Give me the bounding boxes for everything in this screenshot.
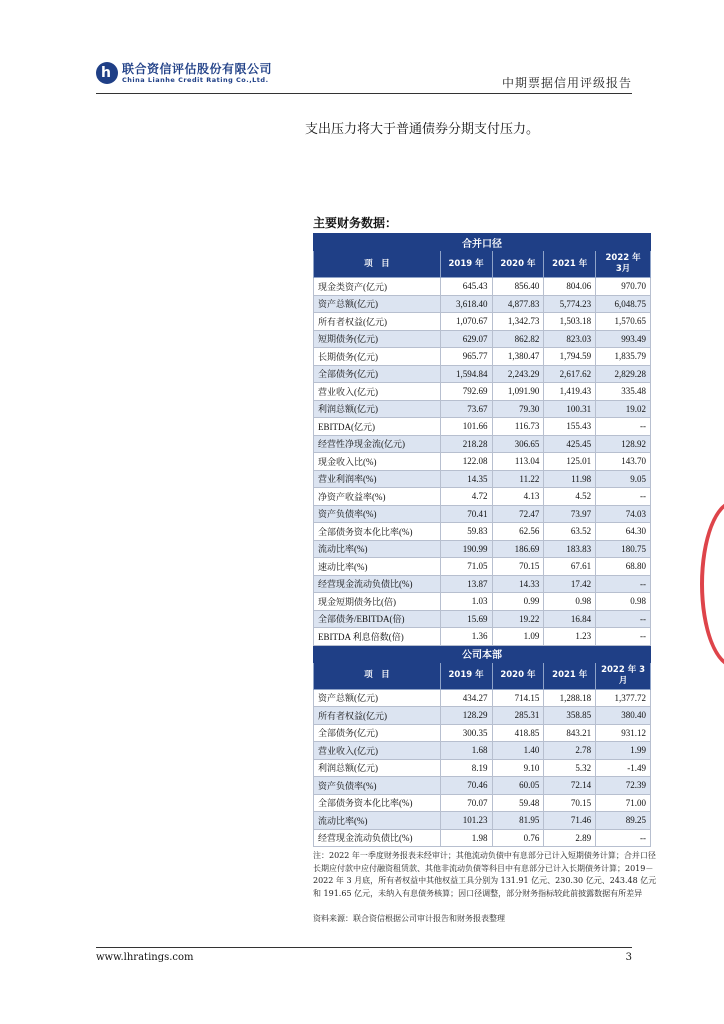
table-row [314,295,651,313]
table-cell: 856.40 [492,278,544,296]
row-label: 速动比率(%) [314,558,441,576]
table-cell: 9.10 [492,759,544,777]
row-label: 现金类资产(亿元) [314,278,441,296]
column-header: 2022 年 3月 [596,251,651,278]
group-title: 公司本部 [314,645,651,662]
table-cell: 843.21 [544,724,596,742]
table-cell: 19.22 [492,610,544,628]
table-row [314,400,651,418]
table-cell: 285.31 [492,707,544,725]
table-cell: 125.01 [544,453,596,471]
table-column-header [314,251,651,278]
table-cell: 11.98 [544,470,596,488]
table-cell: 1.23 [544,628,596,646]
table-row [314,470,651,488]
table-cell: 70.07 [440,794,492,812]
company-name-en: China Lianhe Credit Rating Co.,Ltd. [122,76,269,84]
row-label: 利润总额(亿元) [314,400,441,418]
financial-table [313,233,651,847]
table-cell: 73.97 [544,505,596,523]
section-title: 主要财务数据： [313,216,398,230]
table-cell: 190.99 [440,540,492,558]
page-number: 3 [625,952,632,963]
table-cell: 73.67 [440,400,492,418]
report-title: 中期票据信用评级报告 [501,76,632,90]
table-cell: 0.98 [596,593,651,611]
row-label: 现金收入比(%) [314,453,441,471]
table-row [314,829,651,847]
table-cell: 965.77 [440,348,492,366]
table-cell: 13.87 [440,575,492,593]
table-cell: 300.35 [440,724,492,742]
table-row [314,759,651,777]
table-cell: 71.00 [596,794,651,812]
table-cell: 155.43 [544,418,596,436]
table-cell: 89.25 [596,812,651,830]
row-label: EBITDA(亿元) [314,418,441,436]
table-cell: 63.52 [544,523,596,541]
table-cell: 128.92 [596,435,651,453]
table-cell: 59.48 [492,794,544,812]
footer-divider [96,947,632,948]
row-label: 全部债务资本化比率(%) [314,523,441,541]
table-row [314,628,651,646]
table-cell: 71.46 [544,812,596,830]
table-cell: 101.66 [440,418,492,436]
table-cell: 0.99 [492,593,544,611]
table-cell: 1.99 [596,742,651,760]
table-cell: 15.69 [440,610,492,628]
table-row [314,278,651,296]
table-row [314,365,651,383]
row-label: 经营现金流动负债比(%) [314,575,441,593]
table-cell: 116.73 [492,418,544,436]
table-cell: 0.76 [492,829,544,847]
table-cell: 113.04 [492,453,544,471]
row-label: 所有者权益(亿元) [314,707,441,725]
table-cell: 2.89 [544,829,596,847]
row-label: 流动比率(%) [314,540,441,558]
table-cell: 16.84 [544,610,596,628]
table-cell: 4.72 [440,488,492,506]
table-row [314,593,651,611]
table-cell: 122.08 [440,453,492,471]
table-cell: 380.40 [596,707,651,725]
table-row [314,330,651,348]
table-cell: 1,380.47 [492,348,544,366]
table-cell: 9.05 [596,470,651,488]
table-row [314,488,651,506]
table-row [314,742,651,760]
row-label: 营业利润率(%) [314,470,441,488]
row-label: EBITDA 利息倍数(倍) [314,628,441,646]
column-header: 2020 年 [492,251,544,278]
table-cell: 1,835.79 [596,348,651,366]
table-cell: -- [596,575,651,593]
table-cell: 143.70 [596,453,651,471]
table-cell: 72.39 [596,777,651,795]
table-cell: 792.69 [440,383,492,401]
column-header: 2019 年 [440,662,492,689]
row-label: 经营性净现金流(亿元) [314,435,441,453]
table-row [314,540,651,558]
table-cell: 804.06 [544,278,596,296]
row-label: 资产负债率(%) [314,505,441,523]
table-cell: 5.32 [544,759,596,777]
table-row [314,689,651,707]
table-cell: 67.61 [544,558,596,576]
table-cell: 862.82 [492,330,544,348]
table-cell: 8.19 [440,759,492,777]
table-cell: 70.15 [544,794,596,812]
table-cell: 100.31 [544,400,596,418]
table-row [314,435,651,453]
row-label: 净资产收益率(%) [314,488,441,506]
table-cell: 101.23 [440,812,492,830]
row-label: 现金短期债务比(倍) [314,593,441,611]
row-label: 营业收入(亿元) [314,383,441,401]
row-label: 全部债务(亿元) [314,724,441,742]
table-cell: 629.07 [440,330,492,348]
table-cell: 2.78 [544,742,596,760]
logo-mark-icon: h [101,65,111,81]
table-cell: 71.05 [440,558,492,576]
table-row [314,777,651,795]
table-cell: 1,342.73 [492,313,544,331]
table-cell: 186.69 [492,540,544,558]
table-cell: 931.12 [596,724,651,742]
table-cell: 4.13 [492,488,544,506]
table-row [314,558,651,576]
row-label: 营业收入(亿元) [314,742,441,760]
row-label: 短期债务(亿元) [314,330,441,348]
table-row [314,418,651,436]
table-cell: 993.49 [596,330,651,348]
table-cell: 358.85 [544,707,596,725]
table-cell: 1,794.59 [544,348,596,366]
table-row [314,348,651,366]
table-cell: -- [596,418,651,436]
column-header: 2022 年 3 月 [596,662,651,689]
table-row [314,575,651,593]
table-cell: 714.15 [492,689,544,707]
table-cell: 2,829.28 [596,365,651,383]
table-cell: -- [596,610,651,628]
table-cell: 418.85 [492,724,544,742]
table-column-header [314,662,651,689]
table-cell: 68.80 [596,558,651,576]
table-cell: 70.15 [492,558,544,576]
footer-url: www.lhratings.com [96,952,194,963]
table-cell: 335.48 [596,383,651,401]
red-seal-stamp [700,500,724,668]
table-cell: 1.98 [440,829,492,847]
column-header: 2019 年 [440,251,492,278]
row-label: 所有者权益(亿元) [314,313,441,331]
table-row [314,707,651,725]
table-cell: 1,288.18 [544,689,596,707]
table-row [314,812,651,830]
table-row [314,453,651,471]
row-label: 全部债务(亿元) [314,365,441,383]
table-cell: 11.22 [492,470,544,488]
table-note: 注：2022 年一季度财务报表未经审计；其他流动负债中有息部分已计入短期债务计算；合并口径长期应付款中应付融资租赁款、其他非流动负债等科目中有息部分已计入长期债务计算；2019－2022 年 3 月底，所有者权益中其他权益工具分别为 131.91 亿元、230.30 亿元、243.48 亿元和 191.65 亿元，未纳入有息债务核算；因口径调整，部分财务指标较此前披露数据有所差异 [313,851,657,898]
table-cell: -1.49 [596,759,651,777]
table-cell: 1.03 [440,593,492,611]
column-header: 2021 年 [544,662,596,689]
column-header: 项 目 [314,251,441,278]
table-cell: 59.83 [440,523,492,541]
table-cell: 1.40 [492,742,544,760]
row-label: 经营现金流动负债比(%) [314,829,441,847]
table-cell: 62.56 [492,523,544,541]
column-header: 2021 年 [544,251,596,278]
table-cell: 3,618.40 [440,295,492,313]
table-cell: 1,091.90 [492,383,544,401]
table-cell: 434.27 [440,689,492,707]
row-label: 资产负债率(%) [314,777,441,795]
table-row [314,724,651,742]
table-cell: 180.75 [596,540,651,558]
table-cell: 70.46 [440,777,492,795]
table-cell: 218.28 [440,435,492,453]
table-cell: 2,243.29 [492,365,544,383]
table-cell: 1,570.65 [596,313,651,331]
table-group-header [314,234,651,251]
table-cell: 14.33 [492,575,544,593]
table-cell: 70.41 [440,505,492,523]
table-cell: 1,377.72 [596,689,651,707]
table-row [314,383,651,401]
table-cell: -- [596,829,651,847]
table-cell: 72.14 [544,777,596,795]
table-row [314,794,651,812]
table-cell: 14.35 [440,470,492,488]
table-row [314,523,651,541]
table-cell: 0.98 [544,593,596,611]
header-divider [96,93,632,94]
table-cell: 79.30 [492,400,544,418]
table-cell: 1.09 [492,628,544,646]
table-row [314,610,651,628]
row-label: 资产总额(亿元) [314,295,441,313]
table-cell: 72.47 [492,505,544,523]
table-row [314,505,651,523]
row-label: 资产总额(亿元) [314,689,441,707]
table-row [314,313,651,331]
table-cell: 81.95 [492,812,544,830]
table-cell: 128.29 [440,707,492,725]
table-cell: 5,774.23 [544,295,596,313]
table-cell: 1,594.84 [440,365,492,383]
table-cell: 306.65 [492,435,544,453]
data-source: 资料来源：联合资信根据公司审计报告和财务报表整理 [313,914,505,923]
column-header: 2020 年 [492,662,544,689]
table-cell: 2,617.62 [544,365,596,383]
table-cell: 74.03 [596,505,651,523]
row-label: 利润总额(亿元) [314,759,441,777]
table-cell: 1,070.67 [440,313,492,331]
table-cell: 64.30 [596,523,651,541]
table-cell: 19.02 [596,400,651,418]
table-cell: -- [596,488,651,506]
table-cell: 4,877.83 [492,295,544,313]
table-cell: 60.05 [492,777,544,795]
table-cell: 425.45 [544,435,596,453]
table-group-header [314,645,651,662]
table-cell: 1,503.18 [544,313,596,331]
company-name-cn: 联合资信评估股份有限公司 [122,62,273,76]
table-cell: 1,419.43 [544,383,596,401]
table-cell: 4.52 [544,488,596,506]
table-cell: 823.03 [544,330,596,348]
table-cell: 6,048.75 [596,295,651,313]
row-label: 长期债务(亿元) [314,348,441,366]
table-cell: 1.36 [440,628,492,646]
row-label: 流动比率(%) [314,812,441,830]
intro-paragraph: 支出压力将大于普通债券分期支付压力。 [305,122,540,137]
table-cell: 183.83 [544,540,596,558]
column-header: 项 目 [314,662,441,689]
table-cell: 1.68 [440,742,492,760]
table-cell: -- [596,628,651,646]
table-cell: 17.42 [544,575,596,593]
row-label: 全部债务资本化比率(%) [314,794,441,812]
group-title: 合并口径 [314,234,651,251]
table-cell: 645.43 [440,278,492,296]
row-label: 全部债务/EBITDA(倍) [314,610,441,628]
table-cell: 970.70 [596,278,651,296]
